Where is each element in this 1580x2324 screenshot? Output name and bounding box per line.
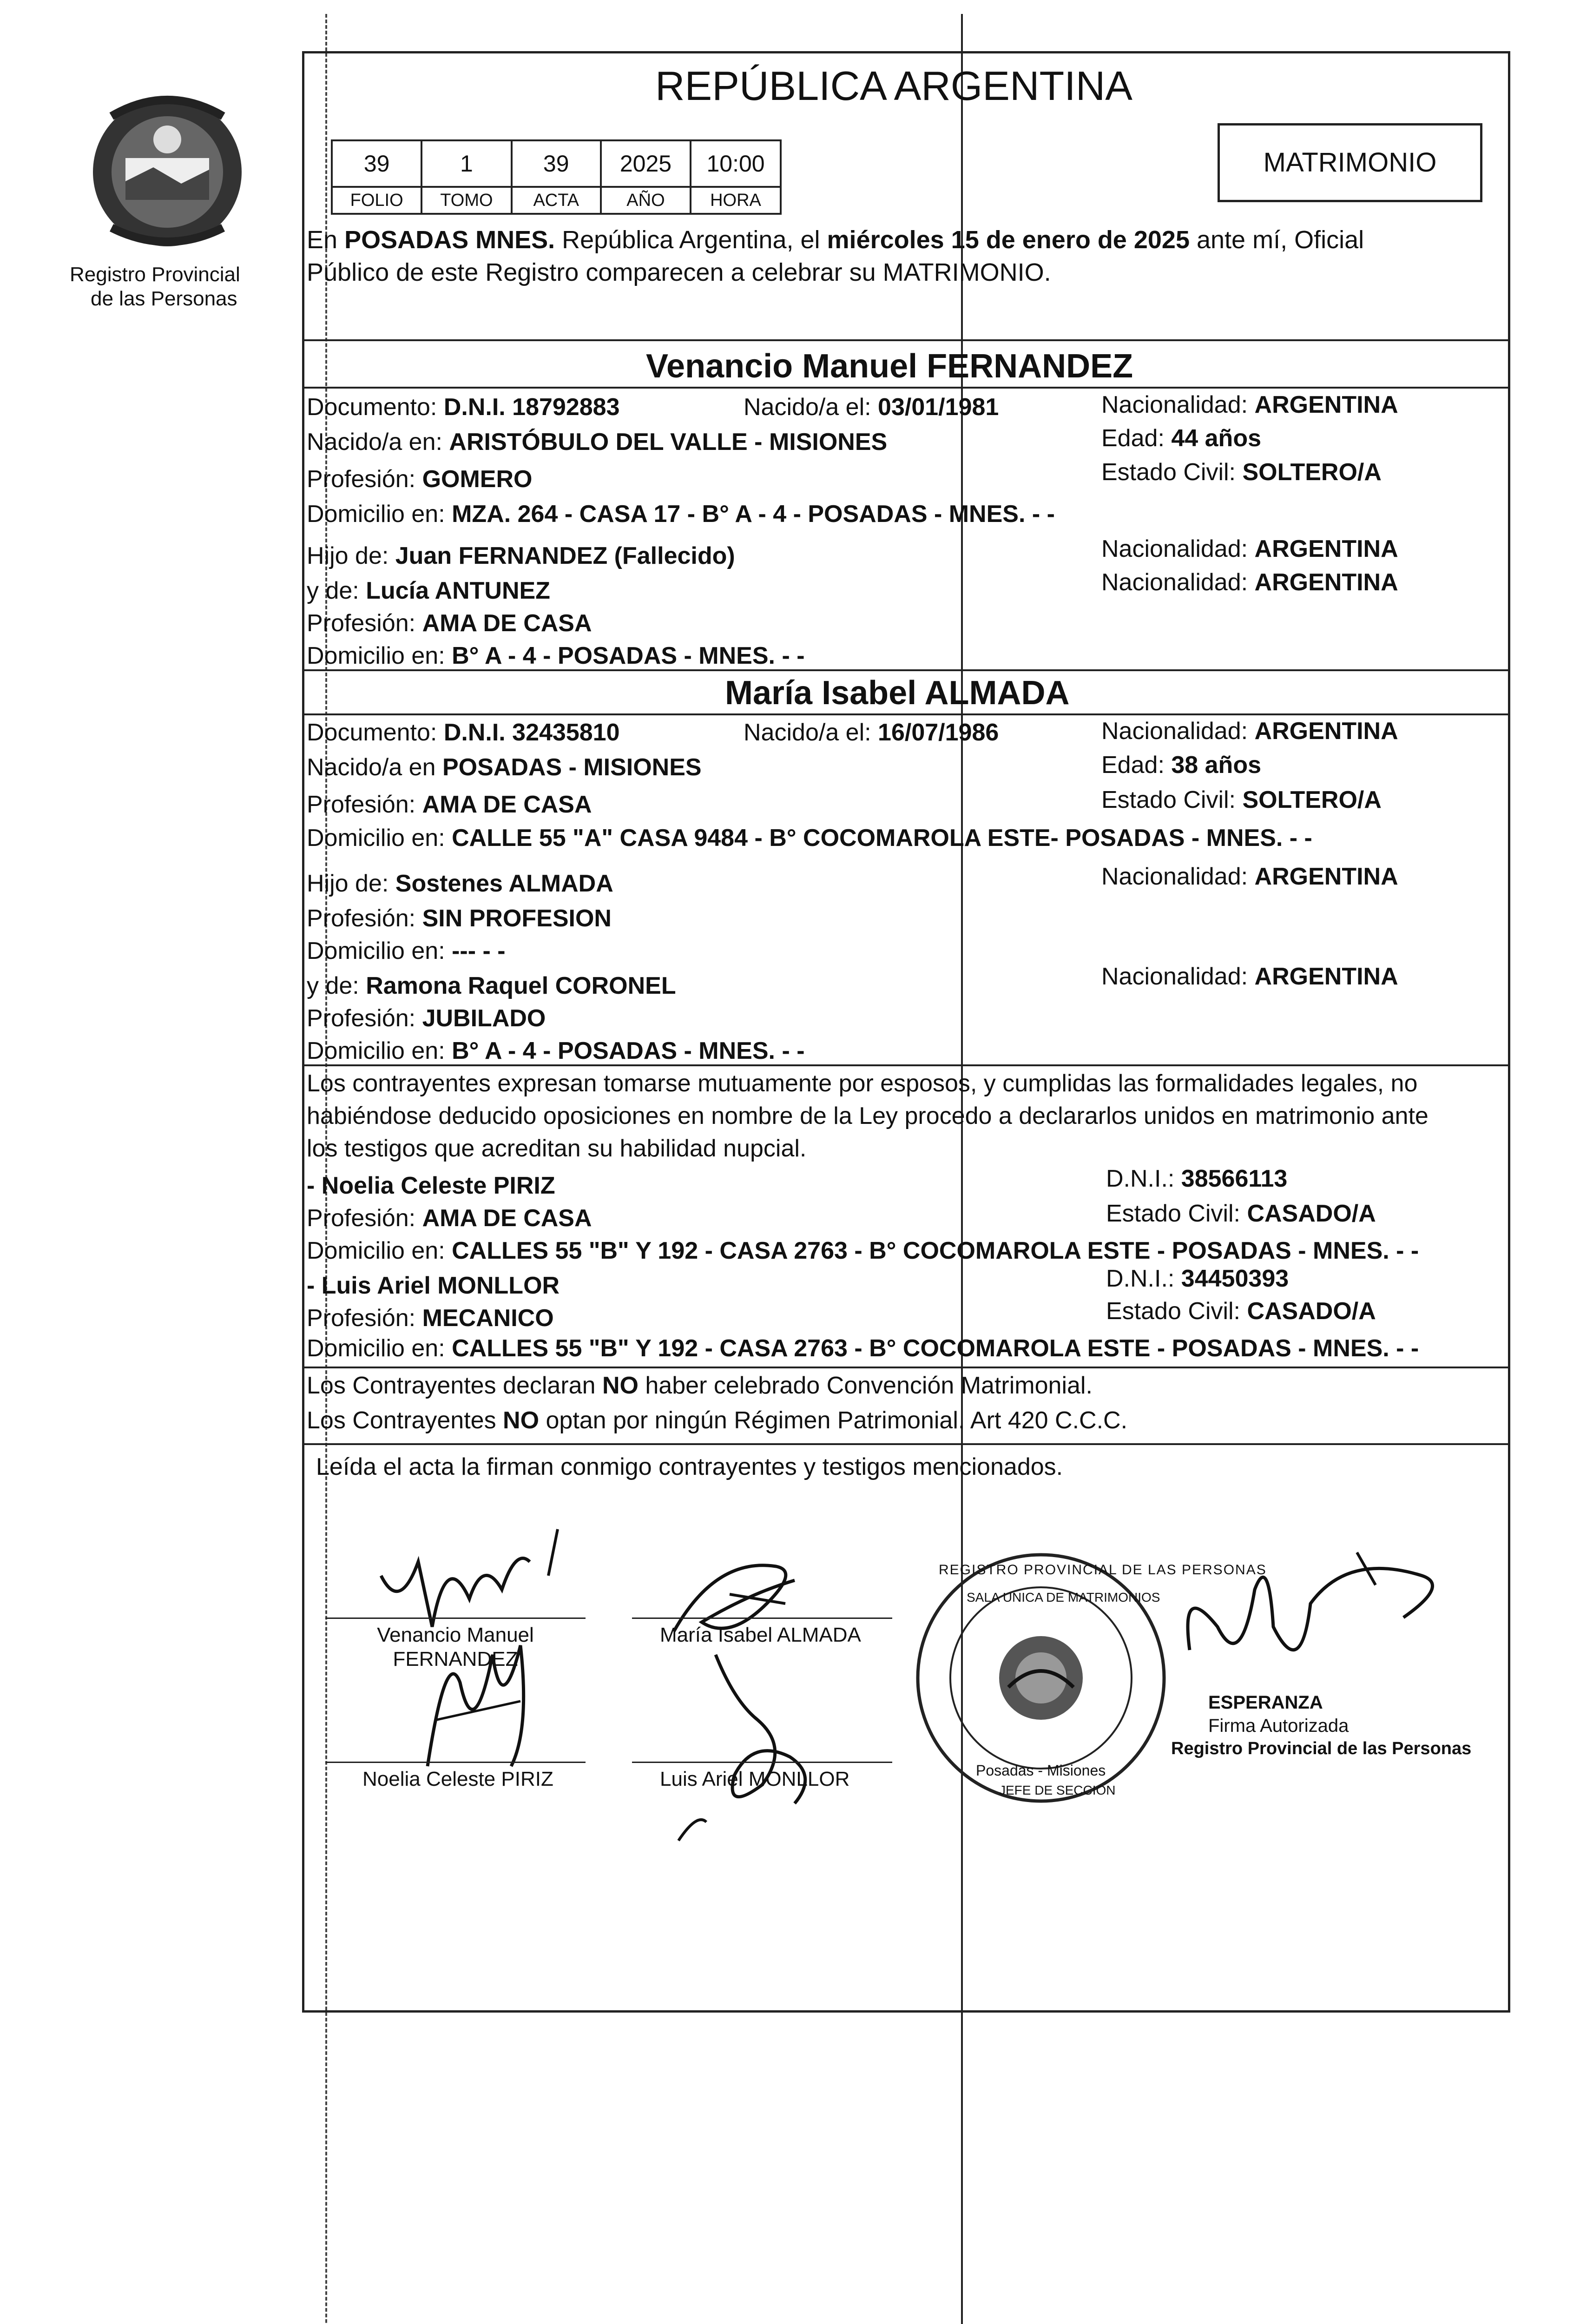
bride-place-value: POSADAS - MISIONES — [442, 754, 702, 781]
registry-tomo-value: 1 — [421, 140, 511, 187]
groom-born-label: Nacido/a el: — [744, 394, 878, 421]
groom-parents-dom-label: Domicilio en: — [307, 642, 452, 669]
bride-mother-nationality — [1101, 962, 1398, 991]
divider-bride-section — [302, 1064, 1510, 1066]
groom-signature-line — [325, 1618, 586, 1619]
groom-mother-prof-label: Profesión: — [307, 610, 422, 637]
witness-1-dom-value: CALLES 55 "B" Y 192 - CASA 2763 - B° COCOMAROLA ESTE - POSADAS - MNES. - - — [452, 1237, 1419, 1264]
witness-1-profession — [307, 1204, 592, 1233]
bride-doc-value: D.N.I. 32435810 — [443, 719, 620, 746]
groom-doc-value: D.N.I. 18792883 — [443, 394, 620, 421]
bride-age-value: 38 años — [1171, 752, 1261, 779]
registry-tomo-label: TOMO — [421, 187, 511, 214]
groom-mother-profession — [307, 609, 592, 638]
groom-place-value: ARISTÓBULO DEL VALLE - MISIONES — [449, 429, 888, 456]
bride-father-label: Hijo de: — [307, 870, 395, 897]
closing-text: Leída el acta la firman conmigo contrayentes y testigos mencionados. — [316, 1453, 1063, 1480]
groom-age-label: Edad: — [1101, 425, 1172, 452]
intro-date: miércoles 15 de enero de 2025 — [827, 226, 1190, 254]
witness-2-civil-label: Estado Civil: — [1106, 1298, 1247, 1325]
stamp-foot-text: JEFE DE SECCION — [999, 1783, 1116, 1797]
bride-name: María Isabel ALMADA — [725, 674, 1070, 712]
intro-country: República Argentina, el — [555, 226, 827, 254]
convention-line-2 — [307, 1406, 1127, 1435]
groom-birthplace — [307, 428, 887, 456]
convention-line-1 — [307, 1371, 1093, 1400]
bride-mother-prof-value: JUBILADO — [422, 1005, 546, 1032]
bride-civil-label: Estado Civil: — [1101, 786, 1243, 813]
bride-father-dom-value: --- - - — [452, 938, 506, 964]
witness-1-civil-label: Estado Civil: — [1106, 1200, 1247, 1227]
declaration-line-1: Los contrayentes expresan tomarse mutuamente por esposos, y cumplidas las formalidades legales, no — [307, 1070, 1418, 1097]
bride-father-profession — [307, 904, 612, 933]
groom-address — [307, 500, 1055, 528]
groom-father-value: Juan FERNANDEZ (Fallecido) — [395, 542, 735, 569]
witness-2-signature — [641, 1636, 836, 1850]
convention-1-a: Los Contrayentes declaran — [307, 1372, 602, 1399]
groom-mother-prof-value: AMA DE CASA — [422, 610, 592, 637]
registry-acta-value: 39 — [512, 140, 601, 187]
officer-signature — [1162, 1534, 1464, 1701]
groom-age — [1101, 424, 1261, 453]
witness-2-dom-value: CALLES 55 "B" Y 192 - CASA 2763 - B° COCOMAROLA ESTE - POSADAS - MNES. - - — [452, 1335, 1419, 1362]
bride-mother-nat-label: Nacionalidad: — [1101, 963, 1255, 990]
witness-2-prof-value: MECANICO — [422, 1305, 554, 1332]
convention-2-no: NO — [503, 1407, 540, 1434]
seal-caption-line2: de las Personas — [91, 287, 237, 310]
groom-signature-name: Venancio Manuel FERNANDEZ — [377, 1624, 534, 1670]
witness-1-signature — [381, 1627, 567, 1789]
convention-1-c: haber celebrado Convención Matrimonial. — [638, 1372, 1093, 1399]
witness-2-profession — [307, 1304, 554, 1333]
bride-civil-status — [1101, 786, 1382, 814]
groom-civil-label: Estado Civil: — [1101, 459, 1243, 486]
bride-mother-dom-value: B° A - 4 - POSADAS - MNES. - - — [452, 1037, 805, 1064]
bride-signature-line — [632, 1618, 892, 1619]
witness-2-prof-label: Profesión: — [307, 1305, 422, 1332]
intro-en: En — [307, 226, 345, 254]
groom-father-nationality — [1101, 535, 1398, 563]
declaration-line-2: habiéndose deducido oposiciones en nombre de la Ley procedo a declararlos unidos en matrimonio ante — [307, 1103, 1429, 1129]
witness-1-prof-label: Profesión: — [307, 1205, 422, 1232]
groom-nat-value: ARGENTINA — [1254, 391, 1398, 418]
bride-father-value: Sostenes ALMADA — [395, 870, 613, 897]
bride-address — [307, 824, 1312, 852]
intro-line-1 — [307, 225, 1364, 254]
bride-nat-label: Nacionalidad: — [1101, 718, 1255, 745]
stamp-ring-text: REGISTRO PROVINCIAL DE LAS PERSONAS — [939, 1562, 1267, 1578]
witness-1-dni — [1106, 1164, 1287, 1193]
witness-1-signature-label: Noelia Celeste PIRIZ — [362, 1768, 553, 1790]
groom-document — [307, 393, 620, 422]
witness-1-prof-value: AMA DE CASA — [422, 1205, 592, 1232]
registry-hour-value: 10:00 — [691, 140, 781, 187]
bride-father-nationality — [1101, 862, 1398, 891]
groom-parents-address — [307, 641, 805, 670]
bride-age-label: Edad: — [1101, 752, 1172, 779]
bride-place-label: Nacido/a en — [307, 754, 442, 781]
groom-doc-label: Documento: — [307, 394, 444, 421]
divider-convention — [302, 1443, 1510, 1445]
bride-birthdate — [744, 718, 999, 747]
registry-folio-label: FOLIO — [332, 187, 421, 214]
witness-2-signature-label: Luis Ariel MONLLOR — [660, 1768, 850, 1790]
bride-mother-label: y de: — [307, 972, 366, 999]
groom-father-label: Hijo de: — [307, 542, 395, 569]
witness-2-civil-value: CASADO/A — [1247, 1298, 1376, 1325]
witness-2-dom-label: Domicilio en: — [307, 1335, 452, 1362]
bride-civil-value: SOLTERO/A — [1242, 786, 1382, 813]
bride-mother-address — [307, 1037, 805, 1065]
stamp-inner-text: SALA UNICA DE MATRIMONIOS — [967, 1590, 1160, 1604]
document-title: REPÚBLICA ARGENTINA — [655, 63, 1132, 109]
bride-signature-label: María Isabel ALMADA — [660, 1624, 861, 1646]
bride-father-prof-value: SIN PROFESION — [422, 905, 612, 932]
intro-city: POSADAS MNES. — [344, 226, 555, 254]
bride-father-dom-label: Domicilio en: — [307, 938, 452, 964]
bride-mother-dom-label: Domicilio en: — [307, 1037, 452, 1064]
bride-mother-prof-label: Profesión: — [307, 1005, 422, 1032]
groom-age-value: 44 años — [1171, 425, 1261, 452]
bride-dom-value: CALLE 55 "A" CASA 9484 - B° COCOMAROLA ESTE- POSADAS - MNES. - - — [452, 825, 1312, 852]
groom-prof-value: GOMERO — [422, 466, 533, 493]
witness-2-civil-status — [1106, 1297, 1376, 1326]
witness-1-name: - Noelia Celeste PIRIZ — [307, 1172, 555, 1199]
bride-mother-value: Ramona Raquel CORONEL — [366, 972, 676, 999]
groom-prof-label: Profesión: — [307, 466, 422, 493]
witness-2-dni-value: 34450393 — [1181, 1265, 1289, 1292]
witness-2-signature-line — [632, 1762, 892, 1763]
registry-year-value: 2025 — [601, 140, 691, 187]
bride-prof-label: Profesión: — [307, 791, 422, 818]
groom-dom-value: MZA. 264 - CASA 17 - B° A - 4 - POSADAS - MNES. - - — [452, 501, 1055, 528]
bride-born-value: 16/07/1986 — [878, 719, 999, 746]
groom-parents-dom-value: B° A - 4 - POSADAS - MNES. - - — [452, 642, 805, 669]
groom-place-label: Nacido/a en: — [307, 429, 449, 456]
bride-nationality — [1101, 717, 1398, 746]
registry-table — [331, 139, 782, 215]
convention-2-c: optan por ningún Régimen Patrimonial. Art 420 C.C.C. — [539, 1407, 1128, 1434]
groom-nationality — [1101, 390, 1398, 419]
groom-profession — [307, 465, 532, 494]
groom-mother-label: y de: — [307, 577, 366, 604]
bride-age — [1101, 751, 1261, 779]
groom-civil-value: SOLTERO/A — [1242, 459, 1382, 486]
divider-witnesses — [302, 1367, 1510, 1368]
witness-2-name: - Luis Ariel MONLLOR — [307, 1272, 560, 1299]
officer-office: Registro Provincial de las Personas — [1171, 1739, 1472, 1758]
registry-folio-value: 39 — [332, 140, 421, 187]
groom-father-nat-value: ARGENTINA — [1254, 535, 1398, 562]
groom-born-value: 03/01/1981 — [878, 394, 999, 421]
province-seal-icon — [84, 88, 251, 284]
witness-2-address — [307, 1334, 1419, 1363]
registry-acta-label: ACTA — [512, 187, 601, 214]
bride-doc-label: Documento: — [307, 719, 444, 746]
bride-father-nat-label: Nacionalidad: — [1101, 863, 1255, 890]
witness-1-dni-value: 38566113 — [1181, 1165, 1288, 1192]
groom-nat-label: Nacionalidad: — [1101, 391, 1255, 418]
bride-birthplace — [307, 753, 702, 782]
divider-intro — [302, 339, 1510, 341]
bride-born-label: Nacido/a el: — [744, 719, 878, 746]
witness-1-dom-label: Domicilio en: — [307, 1237, 452, 1264]
officer-title: Firma Autorizada — [1208, 1716, 1349, 1736]
bride-father-address — [307, 937, 506, 965]
bride-prof-value: AMA DE CASA — [422, 791, 592, 818]
groom-civil-status — [1101, 458, 1382, 487]
groom-mother — [307, 576, 550, 605]
bride-father-nat-value: ARGENTINA — [1254, 863, 1398, 890]
groom-name: Venancio Manuel FERNANDEZ — [646, 348, 1133, 385]
bride-father — [307, 869, 613, 898]
officer-name: ESPERANZA — [1208, 1692, 1323, 1713]
intro-line-2: Público de este Registro comparecen a celebrar su MATRIMONIO. — [307, 258, 1051, 286]
witness-1-civil-status — [1106, 1199, 1376, 1228]
registry-year-label: AÑO — [601, 187, 691, 214]
groom-father — [307, 541, 735, 570]
witness-1-dni-label: D.N.I.: — [1106, 1165, 1181, 1192]
witness-2-dni — [1106, 1264, 1289, 1293]
convention-2-a: Los Contrayentes — [307, 1407, 503, 1434]
bride-father-prof-label: Profesión: — [307, 905, 422, 932]
intro-officer: ante mí, Oficial — [1189, 226, 1364, 254]
act-type-box — [1218, 123, 1482, 202]
registry-hour-label: HORA — [691, 187, 781, 214]
groom-mother-nationality — [1101, 568, 1398, 597]
bride-dom-label: Domicilio en: — [307, 825, 452, 852]
divider-groom-name — [302, 387, 1510, 389]
bride-mother — [307, 971, 676, 1000]
groom-father-nat-label: Nacionalidad: — [1101, 535, 1255, 562]
seal-caption-line1: Registro Provincial — [70, 263, 240, 286]
witness-2-dni-label: D.N.I.: — [1106, 1265, 1181, 1292]
divider-groom-section — [302, 669, 1510, 671]
stamp-bottom-text: Posadas - Misiones — [976, 1762, 1106, 1779]
convention-1-no: NO — [602, 1372, 639, 1399]
bride-document — [307, 718, 620, 747]
bride-nat-value: ARGENTINA — [1254, 718, 1398, 745]
divider-bride-name — [302, 713, 1510, 715]
groom-dom-label: Domicilio en: — [307, 501, 452, 528]
bride-profession — [307, 790, 592, 819]
witness-1-address — [307, 1236, 1419, 1265]
groom-birthdate — [744, 393, 999, 422]
groom-mother-nat-value: ARGENTINA — [1254, 569, 1398, 596]
declaration-line-3: los testigos que acreditan su habilidad nupcial. — [307, 1135, 807, 1162]
groom-mother-nat-label: Nacionalidad: — [1101, 569, 1255, 596]
bride-mother-profession — [307, 1004, 546, 1033]
witness-1-civil-value: CASADO/A — [1247, 1200, 1376, 1227]
groom-mother-value: Lucía ANTUNEZ — [366, 577, 550, 604]
witness-1-signature-line — [325, 1762, 586, 1763]
act-type-label: MATRIMONIO — [1263, 147, 1437, 178]
bride-mother-nat-value: ARGENTINA — [1254, 963, 1398, 990]
